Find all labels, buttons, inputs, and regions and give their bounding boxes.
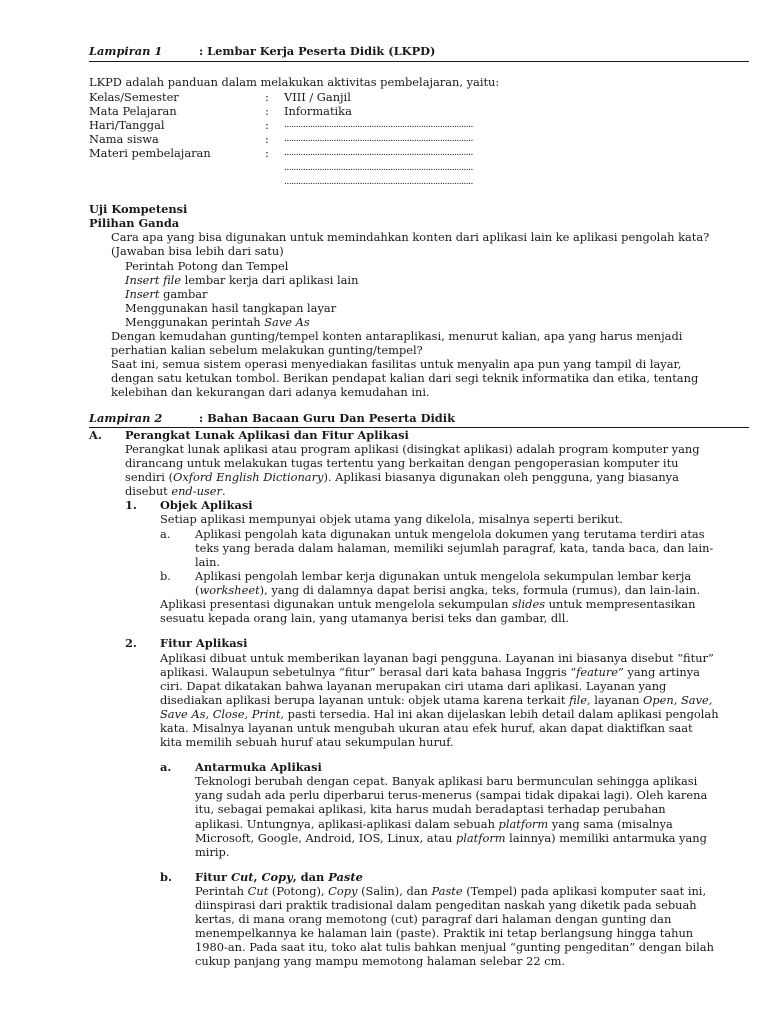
- sub-b-letter: b.: [160, 870, 172, 884]
- section-a-text: sendiri (Oxford English Dictionary). Aplikasi biasanya digunakan oleh pengguna, yang biasanya: [125, 470, 679, 484]
- subsection-1-text: Setiap aplikasi mempunyai objek utama yang dikelola, misalnya seperti berikut.: [160, 512, 623, 526]
- section-a-text: disebut end-user.: [125, 484, 226, 498]
- question-3-line: kelebihan dan kekurangan dari adanya kemudahan ini.: [111, 385, 430, 399]
- section-a-text: dirancang untuk melakukan tugas tertentu yang berkaitan dengan pengoperasian komputer itu: [125, 456, 679, 470]
- subsection-1-text: Aplikasi presentasi digunakan untuk mengelola sekumpulan slides untuk mempresentasikan: [160, 597, 696, 611]
- list-item-text: Aplikasi pengolah kata digunakan untuk mengelola dokumen yang terutama terdiri atas: [195, 527, 705, 541]
- field-colon: :: [265, 118, 269, 132]
- answer-option: Menggunakan perintah Save As: [125, 315, 310, 329]
- list-letter: a.: [160, 527, 171, 541]
- subsection-1-heading: Objek Aplikasi: [160, 498, 253, 512]
- question-3-line: Saat ini, semua sistem operasi menyediakan fasilitas untuk menyalin apa pun yang tampil di layar,: [111, 357, 682, 371]
- sub-b-text: kertas, di mana orang memotong (cut) paragraf dari halaman dengan gunting dan: [195, 912, 672, 926]
- field-label: Mata Pelajaran: [89, 104, 177, 118]
- field-label: Nama siswa: [89, 132, 159, 146]
- answer-option: Insert gambar: [125, 287, 208, 301]
- field-label: Hari/Tanggal: [89, 118, 165, 132]
- answer-option: Menggunakan hasil tangkapan layar: [125, 301, 337, 315]
- answer-option: Insert file lembar kerja dari aplikasi lain: [125, 273, 359, 287]
- lampiran-2-label: Lampiran 2: [89, 411, 163, 425]
- sub-a-text: mirip.: [195, 845, 230, 859]
- question-1-note: (Jawaban bisa lebih dari satu): [111, 244, 284, 258]
- sub-b-text: diinspirasi dari praktik tradisional dalam pengeditan naskah yang diketik pada sebuah: [195, 898, 697, 912]
- subsection-2-text: Save As, Close, Print, pasti tersedia. Hal ini akan dijelaskan lebih detail dalam aplikasi pengolah: [160, 707, 719, 721]
- field-colon: :: [265, 90, 269, 104]
- sub-a-heading: Antarmuka Aplikasi: [195, 760, 322, 774]
- lampiran-1-title: : Lembar Kerja Peserta Didik (LKPD): [199, 44, 436, 58]
- field-label: Materi pembelajaran: [89, 146, 211, 160]
- sub-a-text: Teknologi berubah dengan cepat. Banyak aplikasi baru bermunculan sehingga aplikasi: [195, 774, 698, 788]
- section-a-letter: A.: [89, 428, 102, 442]
- pilihan-ganda-heading: Pilihan Ganda: [89, 216, 180, 230]
- lampiran-1-label: Lampiran 1: [89, 44, 163, 58]
- subsection-2-number: 2.: [125, 636, 137, 650]
- sub-b-text: cukup panjang yang mampu memotong halaman selebar 22 cm.: [195, 954, 566, 968]
- field-colon: :: [265, 132, 269, 146]
- field-blank-line: ................................................................................: [284, 177, 473, 187]
- question-2-line: Dengan kemudahan gunting/tempel konten antaraplikasi, menurut kalian, apa yang harus menjadi: [111, 329, 683, 343]
- field-blank-line: ................................................................................: [284, 134, 473, 144]
- sub-b-heading: Fitur Cut, Copy, dan Paste: [195, 870, 363, 884]
- field-label: Kelas/Semester: [89, 90, 179, 104]
- sub-b-text: menempelkannya ke halaman lain (paste). Praktik ini tetap berlangsung hingga tahun: [195, 926, 694, 940]
- sub-a-text: Microsoft, Google, Android, IOS, Linux, atau platform lainnya) memiliki antarmuka yang: [195, 831, 707, 845]
- section-a-text: Perangkat lunak aplikasi atau program aplikasi (disingkat aplikasi) adalah program komputer yang: [125, 442, 700, 456]
- list-letter: b.: [160, 569, 171, 583]
- lampiran-2-title: : Bahan Bacaan Guru Dan Peserta Didik: [199, 411, 455, 425]
- field-colon: :: [265, 146, 269, 160]
- list-item-text: (worksheet), yang di dalamnya dapat berisi angka, teks, formula (rumus), dan lain-lain.: [195, 583, 701, 597]
- subsection-2-heading: Fitur Aplikasi: [160, 636, 248, 650]
- field-value: VIII / Ganjil: [284, 90, 351, 104]
- sub-b-text: 1980-an. Pada saat itu, toko alat tulis bahkan menjual “gunting pengeditan” dengan bilah: [195, 940, 714, 954]
- subsection-1-number: 1.: [125, 498, 137, 512]
- sub-a-letter: a.: [160, 760, 172, 774]
- sub-a-text: yang sudah ada perlu diperbarui terus-menerus (sampai tidak dipakai lagi). Oleh karena: [195, 788, 708, 802]
- section-a-heading: Perangkat Lunak Aplikasi dan Fitur Aplikasi: [125, 428, 409, 442]
- question-2-line: perhatian kalian sebelum melakukan gunting/tempel?: [111, 343, 423, 357]
- field-blank-line: ................................................................................: [284, 163, 473, 173]
- subsection-1-text: sesuatu kepada orang lain, yang utamanya berisi teks dan gambar, dll.: [160, 611, 570, 625]
- lkpd-intro: LKPD adalah panduan dalam melakukan aktivitas pembelajaran, yaitu:: [89, 75, 500, 89]
- list-item-text: teks yang berada dalam halaman, memiliki sejumlah paragraf, kata, tanda baca, dan lain-: [195, 541, 714, 555]
- subsection-2-text: aplikasi. Walaupun sebetulnya “fitur” berasal dari kata bahasa Inggris “feature” yang artinya: [160, 665, 700, 679]
- answer-option: Perintah Potong dan Tempel: [125, 259, 289, 273]
- field-colon: :: [265, 104, 269, 118]
- subsection-2-text: ciri. Dapat dikatakan bahwa layanan merupakan ciri utama dari aplikasi. Layanan yang: [160, 679, 667, 693]
- sub-a-text: aplikasi. Untungnya, aplikasi-aplikasi dalam sebuah platform yang sama (misalnya: [195, 817, 673, 831]
- list-item-text: lain.: [195, 555, 221, 569]
- subsection-2-text: Aplikasi dibuat untuk memberikan layanan bagi pengguna. Layanan ini biasanya disebut “fitur”: [160, 651, 714, 665]
- uji-kompetensi-heading: Uji Kompetensi: [89, 202, 188, 216]
- question-3-line: dengan satu ketukan tombol. Berikan pendapat kalian dari segi teknik informatika dan etika, tentang: [111, 371, 699, 385]
- question-1-line: Cara apa yang bisa digunakan untuk memindahkan konten dari aplikasi lain ke aplikasi pengolah kata?: [111, 230, 710, 244]
- subsection-2-text: kata. Misalnya layanan untuk mengubah ukuran atau efek huruf, akan dapat diaktifkan saat: [160, 721, 693, 735]
- subsection-2-text: disediakan aplikasi berupa layanan untuk: objek utama karena terkait file, layanan Open, Save,: [160, 693, 713, 707]
- sub-b-text: Perintah Cut (Potong), Copy (Salin), dan Paste (Tempel) pada aplikasi komputer saat ini,: [195, 884, 707, 898]
- header-rule-1: [89, 61, 749, 62]
- sub-a-text: itu, sebagai pemakai aplikasi, kita harus mudah beradaptasi terhadap perubahan: [195, 802, 666, 816]
- list-item-text: Aplikasi pengolah lembar kerja digunakan untuk mengelola sekumpulan lembar kerja: [195, 569, 692, 583]
- field-blank-line: ................................................................................: [284, 148, 473, 158]
- field-value: Informatika: [284, 104, 352, 118]
- field-blank-line: ................................................................................: [284, 120, 473, 130]
- subsection-2-text: kita memilih sebuah huruf atau sekumpulan huruf.: [160, 735, 454, 749]
